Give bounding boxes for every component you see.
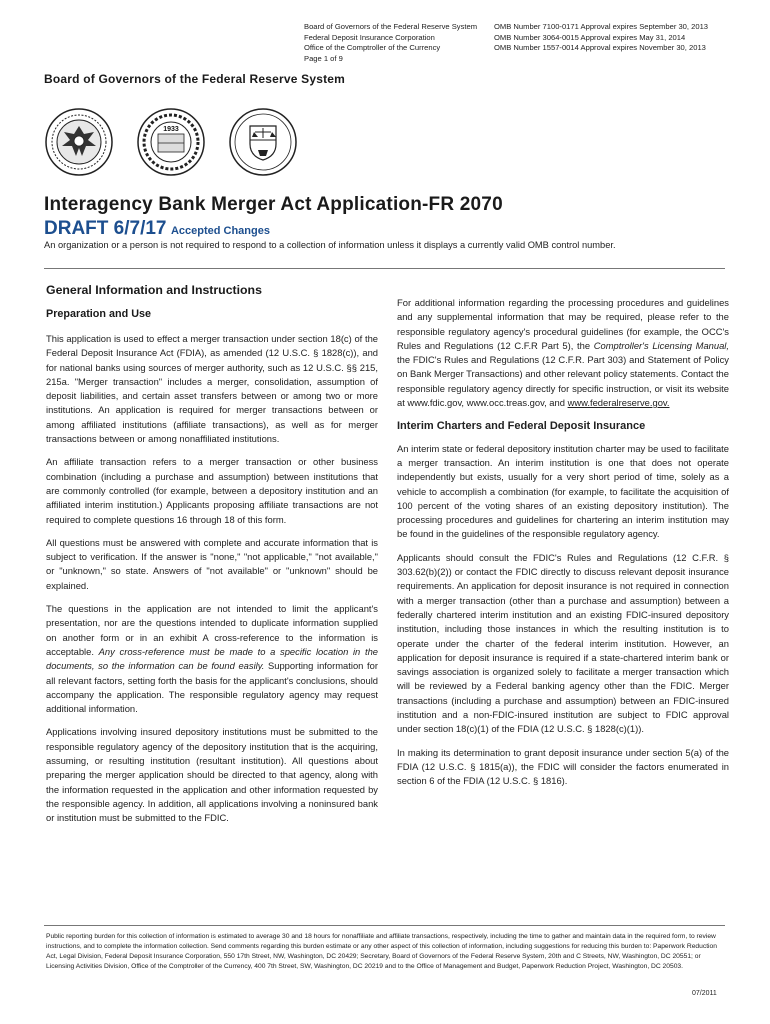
header-row bbox=[304, 43, 744, 54]
form-title: Interagency Bank Merger Act Application-FR 2070 bbox=[44, 194, 503, 215]
omb-approval: OMB Number 3064-0015 Approval expires May 31, 2014 bbox=[494, 32, 686, 42]
omb-approval: OMB Number 1557-0014 Approval expires November 30, 2013 bbox=[494, 43, 706, 52]
divider bbox=[44, 925, 725, 926]
paragraph bbox=[397, 296, 729, 410]
paragraph: An affiliate transaction refers to a merger transaction or other business combination (including a purchase and assumption) between institutions that are commonly controlled (for example, between a depository institution and an affiliated interim institution.) Applicants proposing affiliate transactions are not required to complete questions 16 through 18 of this form. bbox=[46, 456, 378, 525]
paragraph-text: For additional information regarding the processing procedures and guidelines and any supplemental information that may be required, please refer to the responsible regulatory agency's procedural guidelines (for example, the OCC's Rules and Regulations (12 C.F.R Part 5), the bbox=[397, 297, 729, 351]
header-row bbox=[304, 33, 744, 44]
fdic-seal-icon bbox=[136, 104, 206, 180]
header-row bbox=[304, 22, 744, 33]
draft-label: DRAFT 6/7/17 bbox=[44, 218, 167, 239]
paragraph: In making its determination to grant deposit insurance under section 5(a) of the FDIA (12 U.S.C. § 1815(a)), the FDIC will consider the factors enumerated in section 6 of the FDIA (12 U.S.C. § 1816). bbox=[397, 746, 729, 787]
omb-approval: OMB Number 7100-0171 Approval expires September 30, 2013 bbox=[494, 22, 709, 31]
subsection-heading: Interim Charters and Federal Deposit Insurance bbox=[397, 420, 646, 433]
paragraph bbox=[46, 602, 378, 716]
paragraph: Applications involving insured depository institutions must be submitted to the responsible regulatory agency of the depository institution that is the acquiring, assuming, or resulting institution (resultant institution). All questions about preparing the merger application should be directed to that agency, along with the information requested in the application and other information requested by the responsible agency. In addition, all applications involving a noninsured bank or institution must be submitted to the FDIC. bbox=[46, 726, 378, 824]
section-heading: General Information and Instructions bbox=[46, 283, 262, 297]
agency-seals bbox=[44, 104, 298, 180]
page-number: Page 1 of 9 bbox=[304, 53, 343, 63]
header-row bbox=[304, 54, 744, 65]
omb-notice: An organization or a person is not required to respond to a collection of information unless it displays a currently valid OMB control number. bbox=[44, 240, 616, 250]
form-date: 07/2011 bbox=[692, 990, 717, 997]
paragraph-italic-text: Comptroller's Licensing Manual, bbox=[593, 339, 729, 351]
draft-line bbox=[44, 218, 270, 240]
burden-statement: Public reporting burden for this collection of information is estimated to average 30 and 18 hours for nonaffiliate and affiliate transactions, respectively, including the time to gather and maintain data in the required form, to review instructions, and to complete the information collection. Send comments regarding this burden estimate or any other aspect of this collection of information, including suggestions for reducing this burden to: Paperwork Reduction Act, Legal Division, Federal Deposit Insurance Corporation, 550 17th Street, NW, Washington, DC 20429; Secretary, Board of Governors of the Federal Reserve System, 20th and C Streets, NW, Washington, DC 20551; or Licensing Activities Division, Office of the Comptroller of the Currency, 400 7th Street, SW, Washington, DC 20219 and to the Office of Management and Budget, Paperwork Reduction Project, Washington, DC 20503. bbox=[46, 933, 717, 970]
paragraph: All questions must be answered with complete and accurate information that is subject to verification. If the answer is "none," "not applicable," "not available," or "unknown," so state. Answers of "not available" or "unknown" should be explained. bbox=[46, 536, 378, 591]
federal-reserve-link[interactable]: www.federalreserve.gov. bbox=[567, 397, 670, 409]
right-column bbox=[397, 296, 729, 798]
accepted-changes-label: Accepted Changes bbox=[170, 225, 270, 237]
omb-approval bbox=[494, 54, 744, 65]
paragraph-text: Supporting information for all relevant factors, setting forth the basis for the applicant's conclusions, should accompany the application. The responsible regulatory agency may request additional information. bbox=[46, 660, 378, 715]
occ-seal-icon bbox=[228, 104, 298, 180]
paragraph-text: The questions in the application are not intended to limit the applicant's presentation, nor are the questions intended to duplicate information supplied on another form or in an exhibit A cross-reference to the information is acceptable. bbox=[46, 603, 378, 657]
divider bbox=[44, 268, 725, 269]
agency-name: Federal Deposit Insurance Corporation bbox=[304, 32, 435, 42]
header-meta bbox=[304, 22, 744, 64]
board-title: Board of Governors of the Federal Reserve System bbox=[44, 72, 346, 86]
federal-reserve-seal-icon bbox=[44, 104, 114, 180]
paragraph: Applicants should consult the FDIC's Rules and Regulations (12 C.F.R. § 303.62(b)(2)) or contact the FDIC directly to discuss relevant deposit insurance requirements. An application for deposit insurance is not required in connection with a merger transaction (other than a purchase and assumption) between a federally chartered interim institution and an existing FDIC-insured depository institution, including those instances in which the resulting institution is to operate under the charter of the federal interim institution. However, an application for deposit insurance is required if a state-chartered interim bank or savings association is organized solely to facilitate a merger transaction which will be reviewed by a Federal banking agency other than the FDIC. Merger transactions (including a purchase and assumption) between an FDIC-insured institution and a non-FDIC-insured institution are subject to FDIC approval under section 18(c)(1) of the FDIA (12 U.S.C. § 1828(c)(1)). bbox=[397, 551, 729, 735]
fdic-seal-year: 1933 bbox=[163, 126, 179, 133]
agency-name: Office of the Comptroller of the Currency bbox=[304, 43, 441, 52]
subsection-heading: Preparation and Use bbox=[46, 308, 152, 320]
paragraph-text: the FDIC's Rules and Regulations (12 C.F.R. Part 303) and Statement of Policy on Bank Merger Transactions) and other relevant policy statements. Contact the responsible regulatory agency directly for specific instruction, or visit its website at www.fdic.gov, www.occ.treas.gov, and bbox=[397, 354, 729, 409]
left-column bbox=[46, 332, 378, 835]
paragraph: An interim state or federal depository institution charter may be used to facilitate a merger transaction. An interim institution is one that does not operate independently but exists, usually for a very short period of time, solely as a vehicle to accomplish a combination (for example, to facilitate the acquisition of 100 percent of the voting shares of an existing depository institution). The processing procedures and guidelines for chartering an interim institution may be found in the guidelines of the responsible regulatory agency. bbox=[397, 442, 729, 540]
agency-name: Board of Governors of the Federal Reserve System bbox=[304, 22, 478, 31]
paragraph-italic-text: Any cross-reference must be made to a specific location in the documents, so the information can be found easily. bbox=[46, 645, 378, 672]
paragraph: This application is used to effect a merger transaction under section 18(c) of the Federal Deposit Insurance Act (FDIA), as amended (12 U.S.C. § 1828(c)), and for national banks using sources of merger authority, such as 12 U.S.C. §§ 215, 215a. "Merger transaction" includes a merger, consolidation, assumption of deposit liabilities, and certain asset transfers between or among two or more institutions. An application is required for merger transactions between or among affiliated institutions (affiliate transactions), as well as for merger transactions between or among nonaffiliated institutions. bbox=[46, 333, 378, 445]
